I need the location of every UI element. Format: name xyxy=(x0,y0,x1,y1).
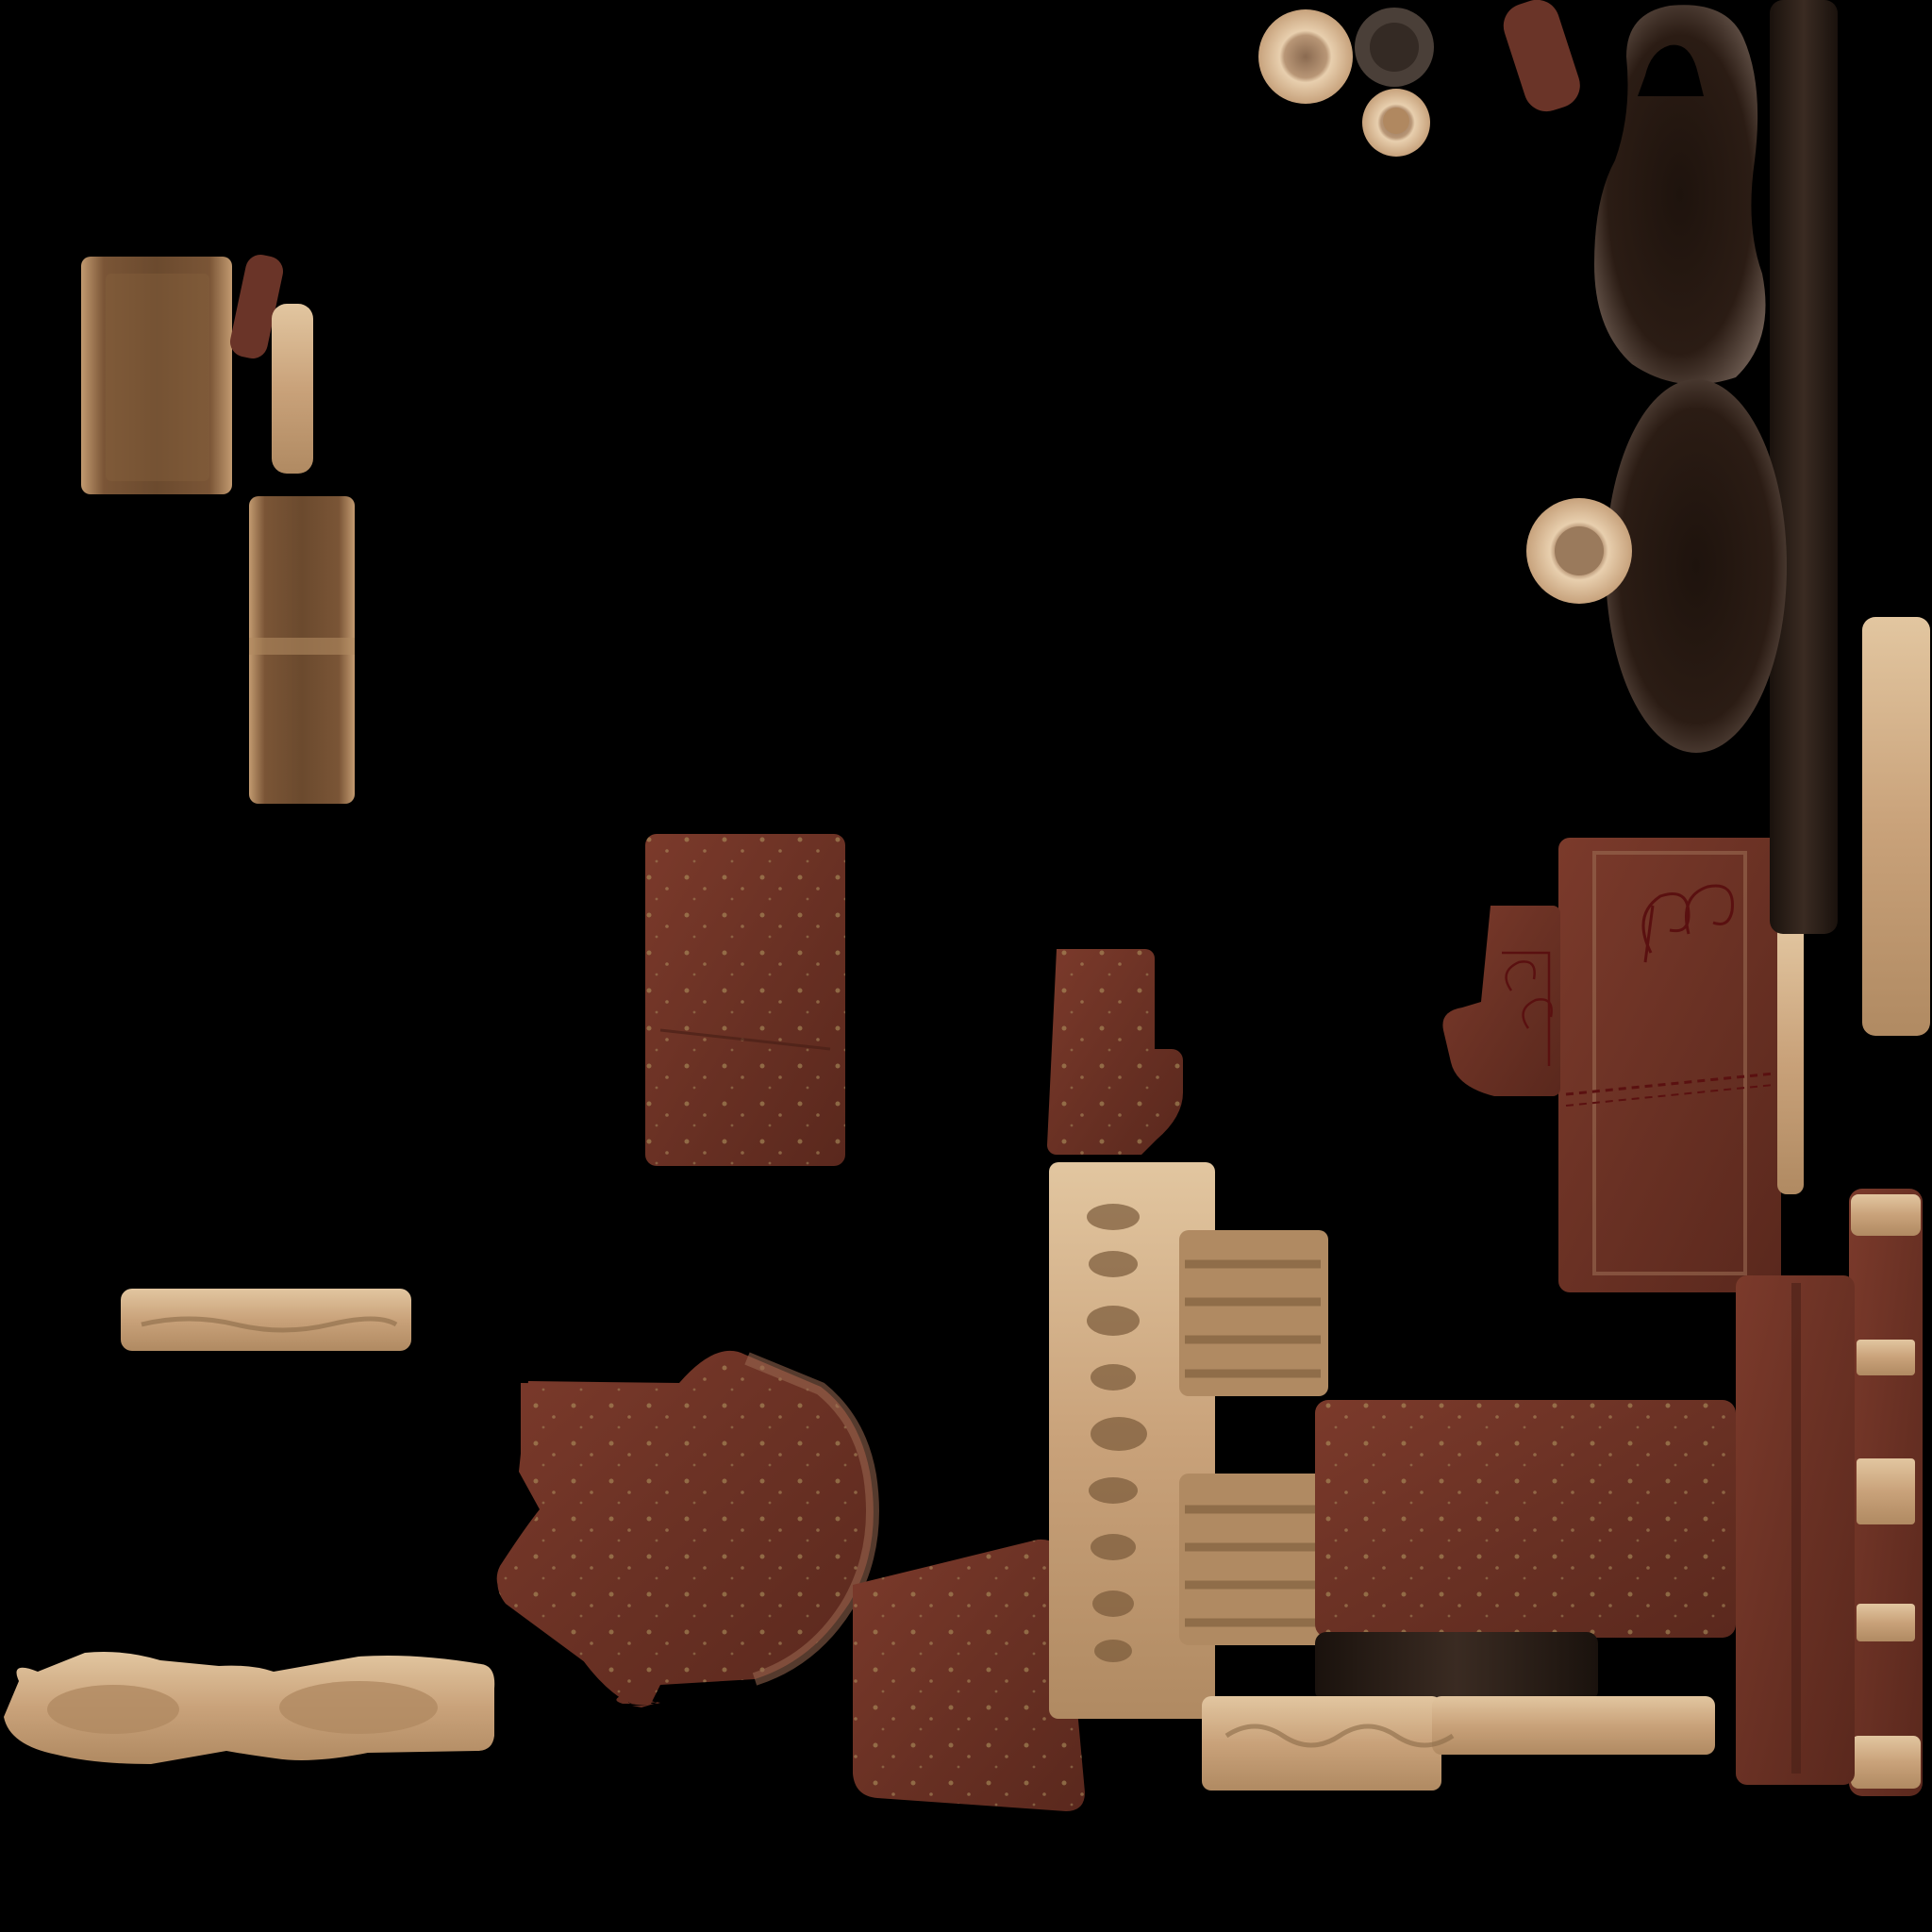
tan-strap-vertical-top-left xyxy=(272,304,313,474)
tan-disc-large-top xyxy=(1258,9,1353,104)
red-leather-panel-wide-speckle xyxy=(1315,1400,1736,1638)
red-leather-l-piece-speckle xyxy=(1047,949,1183,1155)
tan-strap-vertical-right-thin xyxy=(1777,924,1804,1194)
dark-leather-sole-lower xyxy=(1606,379,1787,753)
tan-disc-middle-right-center xyxy=(1555,526,1604,575)
red-leather-panel-center-speckle xyxy=(645,834,845,1166)
tan-strap-bottom-right xyxy=(1432,1696,1715,1755)
red-leather-collar-piece xyxy=(1442,906,1560,1096)
tan-disc-small-top-center xyxy=(1383,108,1409,134)
fur-panel-vertical-left-band xyxy=(249,638,355,655)
fur-panel-top-left-highlight xyxy=(106,274,209,481)
tan-strap-vertical-right-tall xyxy=(1862,617,1930,1036)
dark-fur-strip xyxy=(1315,1632,1598,1702)
small-red-strap-top xyxy=(1498,0,1587,117)
dark-leather-strip-tall xyxy=(1770,0,1838,934)
dark-disc-top-inner xyxy=(1370,23,1419,72)
red-leather-panel-stitched xyxy=(1558,838,1781,1292)
